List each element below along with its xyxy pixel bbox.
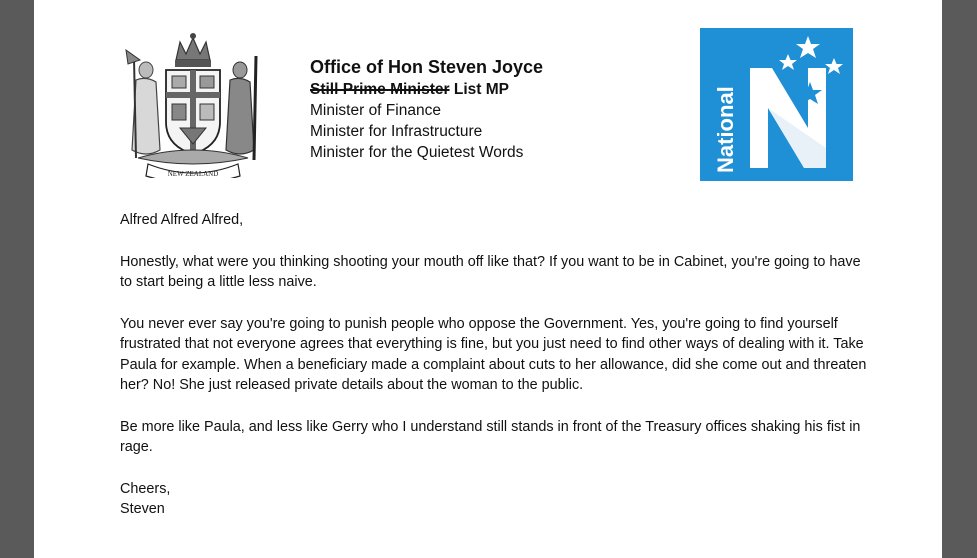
- paragraph: Be more like Paula, and less like Gerry who I understand still stands in front of the Treasury offices shaking his fist in rage.: [120, 418, 861, 455]
- struck-title: Still Prime Minister: [310, 81, 450, 98]
- letter-body: [120, 210, 870, 520]
- office-header: [310, 56, 543, 163]
- paragraph: Honestly, what were you thinking shooting your mouth off like that? If you want to be in Cabinet, you're going to have to start being a little less naive.: [120, 253, 861, 290]
- office-subtitle: [310, 79, 543, 100]
- role-line: Minister for Infrastructure: [310, 123, 483, 140]
- role-line: Minister for the Quietest Words: [310, 144, 524, 161]
- coat-of-arms-icon: [120, 30, 266, 178]
- closing: Cheers,: [120, 480, 171, 497]
- national-party-logo: [700, 28, 853, 181]
- crest-ribbon-text: NEW ZEALAND: [167, 170, 219, 178]
- salutation: Alfred Alfred Alfred,: [120, 212, 244, 228]
- role-line: Minister of Finance: [310, 102, 441, 119]
- signature: Steven: [120, 501, 165, 517]
- subtitle-rest: List MP: [449, 81, 509, 98]
- letter-page: [34, 0, 942, 558]
- paragraph: You never ever say you're going to punish people who oppose the Government. Yes, you're going to find yourself frustrated that not everyone agrees that everything is fine, but you just need to find other ways of dealing with it. Take Paula for example. When a beneficiary made a complaint about cuts to her allowance, did she come out and threaten her? No! She just released private details about the woman to the public.: [120, 315, 867, 393]
- logo-text: National: [713, 86, 738, 173]
- office-title: Office of Hon Steven Joyce: [310, 57, 544, 77]
